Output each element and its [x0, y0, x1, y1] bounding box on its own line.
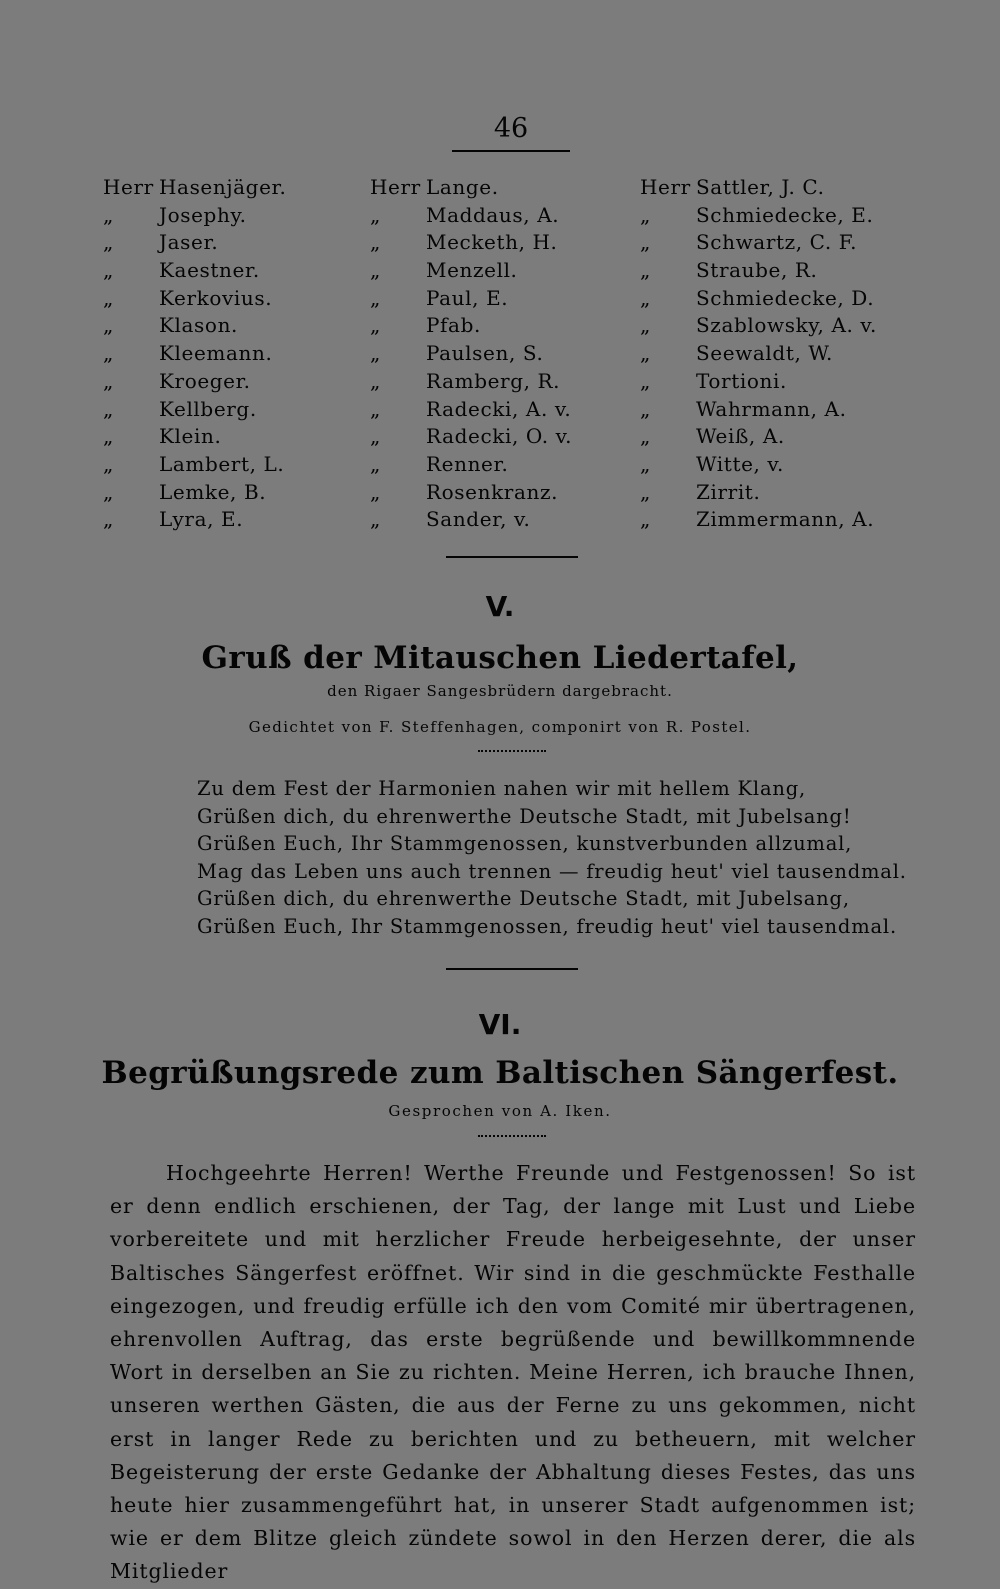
section-v-title: Gruß der Mitauschen Liedertafel, — [201, 640, 799, 676]
member-honorific: „ — [370, 285, 381, 310]
member-entry — [103, 174, 286, 202]
member-name: Schmiedecke, D. — [696, 285, 875, 310]
member-honorific: Herr — [370, 175, 421, 199]
member-name: Sander, v. — [426, 507, 531, 532]
members-list-column-3 — [640, 174, 877, 534]
members-list-column-1 — [103, 174, 286, 534]
member-entry — [370, 312, 572, 340]
member-entry — [640, 368, 877, 396]
page-number: 46 — [452, 112, 570, 152]
verse-line: Grüßen Euch, Ihr Stammgenossen, freudig heut' viel tausendmal. — [197, 914, 897, 938]
member-honorific: Herr — [640, 175, 691, 199]
member-name: Klein. — [159, 424, 222, 449]
member-name: Kerkovius. — [159, 285, 273, 310]
member-honorific: „ — [640, 507, 651, 532]
member-honorific: „ — [370, 507, 381, 532]
member-honorific: „ — [103, 479, 114, 504]
member-entry — [103, 479, 286, 507]
verse-line: Grüßen Euch, Ihr Stammgenossen, kunstverbunden allzumal, — [197, 832, 853, 855]
member-honorific: „ — [370, 396, 381, 421]
member-honorific: „ — [103, 396, 114, 421]
member-honorific: „ — [640, 424, 651, 449]
member-honorific: Herr — [103, 175, 154, 199]
member-name: Jaser. — [159, 230, 219, 255]
member-entry — [103, 340, 286, 368]
member-name: Ramberg, R. — [426, 368, 561, 393]
member-name: Menzell. — [426, 258, 518, 283]
member-honorific: „ — [640, 313, 651, 338]
member-honorific: „ — [370, 258, 381, 283]
member-honorific: „ — [370, 202, 381, 227]
member-name: Paulsen, S. — [426, 341, 544, 366]
section-divider — [446, 968, 578, 970]
members-list-column-2 — [370, 174, 572, 534]
member-entry — [103, 312, 286, 340]
section-v-subtitle: den Rigaer Sangesbrüdern dargebracht. — [327, 682, 673, 700]
member-name: Radecki, O. v. — [426, 424, 573, 449]
member-name: Straube, R. — [696, 258, 818, 283]
member-name: Radecki, A. v. — [426, 396, 572, 421]
member-name: Klason. — [159, 313, 239, 338]
member-name: Szablowsky, A. v. — [696, 313, 877, 338]
section-v-verse — [197, 775, 907, 940]
member-entry — [370, 396, 572, 424]
member-name: Schmiedecke, E. — [696, 202, 874, 227]
member-honorific: „ — [640, 479, 651, 504]
section-vi-title: Begrüßungsrede zum Baltischen Sängerfest. — [101, 1055, 899, 1091]
dotted-separator — [478, 1135, 546, 1137]
section-v-number: V. — [485, 590, 515, 623]
member-honorific: „ — [103, 424, 114, 449]
verse-line: Grüßen dich, du ehrenwerthe Deutsche Stadt, mit Jubelsang, — [197, 887, 850, 910]
member-entry — [370, 257, 572, 285]
member-entry — [370, 340, 572, 368]
member-entry — [103, 257, 286, 285]
member-name: Maddaus, A. — [426, 202, 560, 227]
section-vi-credit: Gesprochen von A. Iken. — [388, 1102, 612, 1120]
member-honorific: „ — [640, 341, 651, 366]
member-honorific: „ — [103, 368, 114, 393]
member-honorific: „ — [640, 230, 651, 255]
member-honorific: „ — [370, 341, 381, 366]
verse-line: Mag das Leben uns auch trennen — freudig heut' viel tausendmal. — [197, 859, 907, 883]
member-name: Kellberg. — [159, 396, 257, 421]
member-name: Lambert, L. — [159, 451, 285, 476]
member-honorific: „ — [103, 313, 114, 338]
member-honorific: „ — [370, 451, 381, 476]
member-entry — [370, 202, 572, 230]
member-name: Wahrmann, A. — [696, 396, 847, 421]
member-name: Hasenjäger. — [159, 175, 287, 199]
member-honorific: „ — [370, 313, 381, 338]
member-name: Kroeger. — [159, 368, 251, 393]
member-entry — [370, 174, 572, 202]
member-name: Sattler, J. C. — [696, 175, 825, 199]
member-entry — [370, 229, 572, 257]
member-entry — [640, 257, 877, 285]
member-entry — [640, 174, 877, 202]
member-honorific: „ — [103, 507, 114, 532]
member-entry — [103, 396, 286, 424]
member-honorific: „ — [103, 230, 114, 255]
member-entry — [103, 506, 286, 534]
member-name: Josephy. — [159, 202, 247, 227]
member-name: Kaestner. — [159, 258, 260, 283]
member-honorific: „ — [370, 479, 381, 504]
verse-line: Zu dem Fest der Harmonien nahen wir mit hellem Klang, — [197, 777, 807, 800]
member-entry — [640, 285, 877, 313]
member-honorific: „ — [640, 285, 651, 310]
member-entry — [103, 285, 286, 313]
member-entry — [370, 368, 572, 396]
member-entry — [370, 423, 572, 451]
member-name: Kleemann. — [159, 341, 273, 366]
member-name: Pfab. — [426, 313, 481, 338]
member-name: Lange. — [426, 175, 499, 199]
member-entry — [103, 451, 286, 479]
member-entry — [640, 202, 877, 230]
member-honorific: „ — [103, 341, 114, 366]
member-honorific: „ — [640, 258, 651, 283]
member-name: Lemke, B. — [159, 479, 267, 504]
member-entry — [103, 202, 286, 230]
member-entry — [640, 506, 877, 534]
member-name: Lyra, E. — [159, 507, 244, 532]
member-honorific: „ — [640, 368, 651, 393]
section-vi-number: VI. — [478, 1008, 522, 1041]
member-entry — [370, 451, 572, 479]
member-honorific: „ — [370, 424, 381, 449]
member-entry — [640, 451, 877, 479]
member-entry — [370, 479, 572, 507]
member-name: Witte, v. — [696, 451, 784, 476]
member-name: Schwartz, C. F. — [696, 230, 858, 255]
member-entry — [640, 312, 877, 340]
section-divider — [446, 556, 578, 558]
member-honorific: „ — [370, 230, 381, 255]
member-name: Mecketh, H. — [426, 230, 558, 255]
member-honorific: „ — [640, 202, 651, 227]
member-name: Weiß, A. — [696, 424, 785, 449]
member-honorific: „ — [370, 368, 381, 393]
member-honorific: „ — [640, 451, 651, 476]
section-v-credit: Gedichtet von F. Steffenhagen, componirt von R. Postel. — [248, 718, 752, 736]
member-entry — [103, 368, 286, 396]
member-entry — [640, 396, 877, 424]
member-entry — [640, 340, 877, 368]
member-entry — [103, 423, 286, 451]
member-entry — [640, 229, 877, 257]
member-name: Seewaldt, W. — [696, 341, 833, 366]
member-entry — [640, 423, 877, 451]
member-name: Renner. — [426, 451, 509, 476]
dotted-separator — [478, 750, 546, 752]
member-entry — [370, 285, 572, 313]
member-honorific: „ — [640, 396, 651, 421]
member-name: Paul, E. — [426, 285, 509, 310]
section-vi-speech-text: Hochgeehrte Herren! Werthe Freunde und Festgenossen! So ist er denn endlich erschienen, der Tag, der lange mit Lust und Liebe vorbereitete und mit herzlicher Freude herbeigesehnte, der unser Baltisches Sängerfest eröffnet. Wir sind in die geschmückte Festhalle eingezogen, und freudig erfülle ich den vom Comité mir übertragenen, ehrenvollen Auftrag, das erste begrüßende und bewillkommnende Wort in derselben an Sie zu richten. Meine Herren, ich brauche Ihnen, unseren werthen Gästen, die aus der Ferne zu uns gekommen, nicht erst in langer Rede zu berichten und zu betheuern, mit welcher Begeisterung der erste Gedanke der Abhaltung dieses Festes, das uns heute hier zusammengeführt hat, in unserer Stadt aufgenommen ist; wie er dem Blitze gleich zündete sowol in den Herzen derer, die als Mitglieder — [110, 1161, 916, 1584]
member-entry — [370, 506, 572, 534]
member-honorific: „ — [103, 451, 114, 476]
member-name: Zirrit. — [696, 479, 761, 504]
member-honorific: „ — [103, 258, 114, 283]
member-name: Rosenkranz. — [426, 479, 559, 504]
verse-line: Grüßen dich, du ehrenwerthe Deutsche Stadt, mit Jubelsang! — [197, 804, 852, 828]
member-name: Zimmermann, A. — [696, 507, 875, 532]
member-honorific: „ — [103, 202, 114, 227]
member-entry — [103, 229, 286, 257]
member-honorific: „ — [103, 285, 114, 310]
member-name: Tortioni. — [696, 368, 787, 393]
member-entry — [640, 479, 877, 507]
